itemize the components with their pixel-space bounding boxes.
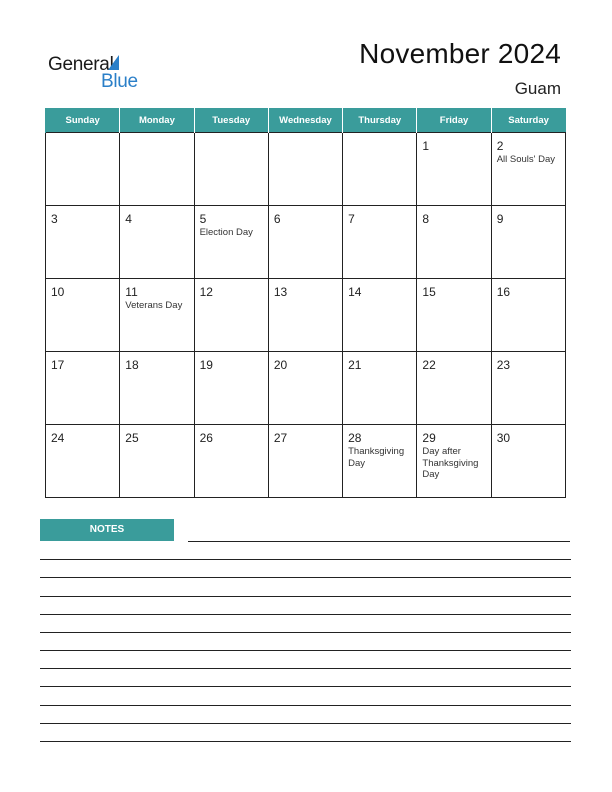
notes-line — [40, 723, 571, 724]
day-cell — [194, 425, 268, 498]
notes-line — [40, 650, 571, 651]
day-number: 21 — [348, 358, 362, 372]
day-cell — [491, 279, 565, 352]
day-number: 25 — [125, 431, 139, 445]
day-number: 9 — [496, 212, 504, 226]
day-cell — [46, 133, 120, 206]
weekday-header: Thursday — [343, 108, 417, 133]
day-cell — [491, 133, 565, 206]
logo-word-blue: Blue — [101, 71, 138, 92]
day-cell — [46, 206, 120, 279]
notes-line — [40, 559, 571, 560]
day-number: 1 — [422, 139, 430, 153]
day-cell — [343, 352, 417, 425]
generalblue-logo — [48, 54, 148, 94]
weekday-header: Saturday — [491, 108, 565, 133]
day-number: 22 — [422, 358, 436, 372]
week-row — [46, 352, 566, 425]
day-cell — [120, 279, 194, 352]
day-number: 7 — [348, 212, 355, 226]
day-number: 13 — [273, 285, 288, 299]
notes-line — [40, 705, 571, 706]
weekday-header: Wednesday — [268, 108, 342, 133]
notes-line — [40, 632, 571, 633]
weekday-header: Sunday — [46, 108, 120, 133]
day-number: 5 — [199, 212, 207, 226]
day-cell — [194, 279, 268, 352]
day-cell — [491, 206, 565, 279]
region-label: Guam — [514, 79, 561, 98]
holiday-label: Election Day — [199, 227, 253, 238]
notes-line — [40, 741, 571, 742]
day-cell — [120, 206, 194, 279]
holiday-label: Thanksgiving Day — [348, 446, 405, 469]
notes-line — [40, 614, 571, 615]
day-cell — [343, 206, 417, 279]
day-number: 6 — [273, 212, 281, 226]
day-cell — [268, 352, 342, 425]
day-number: 8 — [422, 212, 430, 226]
day-number: 3 — [51, 212, 58, 226]
day-cell — [46, 352, 120, 425]
week-row — [46, 425, 566, 498]
day-cell — [194, 206, 268, 279]
day-cell — [343, 279, 417, 352]
week-row — [46, 206, 566, 279]
weekday-header: Tuesday — [194, 108, 268, 133]
day-cell — [343, 133, 417, 206]
day-cell — [417, 425, 491, 498]
day-number: 17 — [51, 358, 65, 372]
day-cell — [268, 206, 342, 279]
day-number: 27 — [273, 431, 288, 445]
day-number: 28 — [348, 431, 362, 445]
calendar-grid — [45, 108, 566, 498]
weekday-header-row — [46, 108, 566, 133]
notes-line — [40, 577, 571, 578]
day-number: 2 — [496, 139, 504, 153]
day-cell — [268, 425, 342, 498]
day-cell — [120, 352, 194, 425]
holiday-label: Veterans Day — [125, 300, 183, 311]
day-cell — [417, 206, 491, 279]
notes-line — [40, 668, 571, 669]
day-number: 30 — [496, 431, 511, 445]
day-cell — [194, 133, 268, 206]
day-number: 14 — [348, 285, 362, 299]
day-number: 12 — [199, 285, 213, 299]
day-number: 19 — [199, 358, 213, 372]
weekday-header: Monday — [120, 108, 194, 133]
logo-triangle-icon — [108, 55, 119, 70]
day-cell — [417, 133, 491, 206]
day-cell — [417, 279, 491, 352]
day-number: 23 — [496, 358, 511, 372]
notes-header: NOTES — [40, 519, 174, 541]
notes-line — [188, 541, 570, 542]
day-cell — [491, 425, 565, 498]
day-number: 4 — [125, 212, 132, 226]
day-number: 10 — [51, 285, 65, 299]
week-row — [46, 279, 566, 352]
week-row — [46, 133, 566, 206]
notes-line — [40, 596, 571, 597]
day-cell — [46, 425, 120, 498]
day-cell — [343, 425, 417, 498]
day-cell — [120, 133, 194, 206]
day-number: 18 — [125, 358, 139, 372]
day-number: 15 — [422, 285, 436, 299]
day-number: 20 — [273, 358, 288, 372]
day-cell — [417, 352, 491, 425]
day-cell — [46, 279, 120, 352]
day-cell — [268, 279, 342, 352]
day-number: 24 — [51, 431, 65, 445]
day-cell — [268, 133, 342, 206]
day-number: 16 — [496, 285, 511, 299]
holiday-label: Day after Thanksgiving Day — [422, 446, 479, 480]
notes-line — [40, 686, 571, 687]
logo-word-general: General — [48, 54, 114, 75]
day-cell — [491, 352, 565, 425]
day-number: 26 — [199, 431, 213, 445]
weekday-header: Friday — [417, 108, 491, 133]
day-cell — [120, 425, 194, 498]
page-title: November 2024 — [359, 38, 561, 69]
day-number: 29 — [422, 431, 436, 445]
day-number: 11 — [125, 285, 138, 299]
day-cell — [194, 352, 268, 425]
holiday-label: All Souls' Day — [496, 154, 555, 165]
